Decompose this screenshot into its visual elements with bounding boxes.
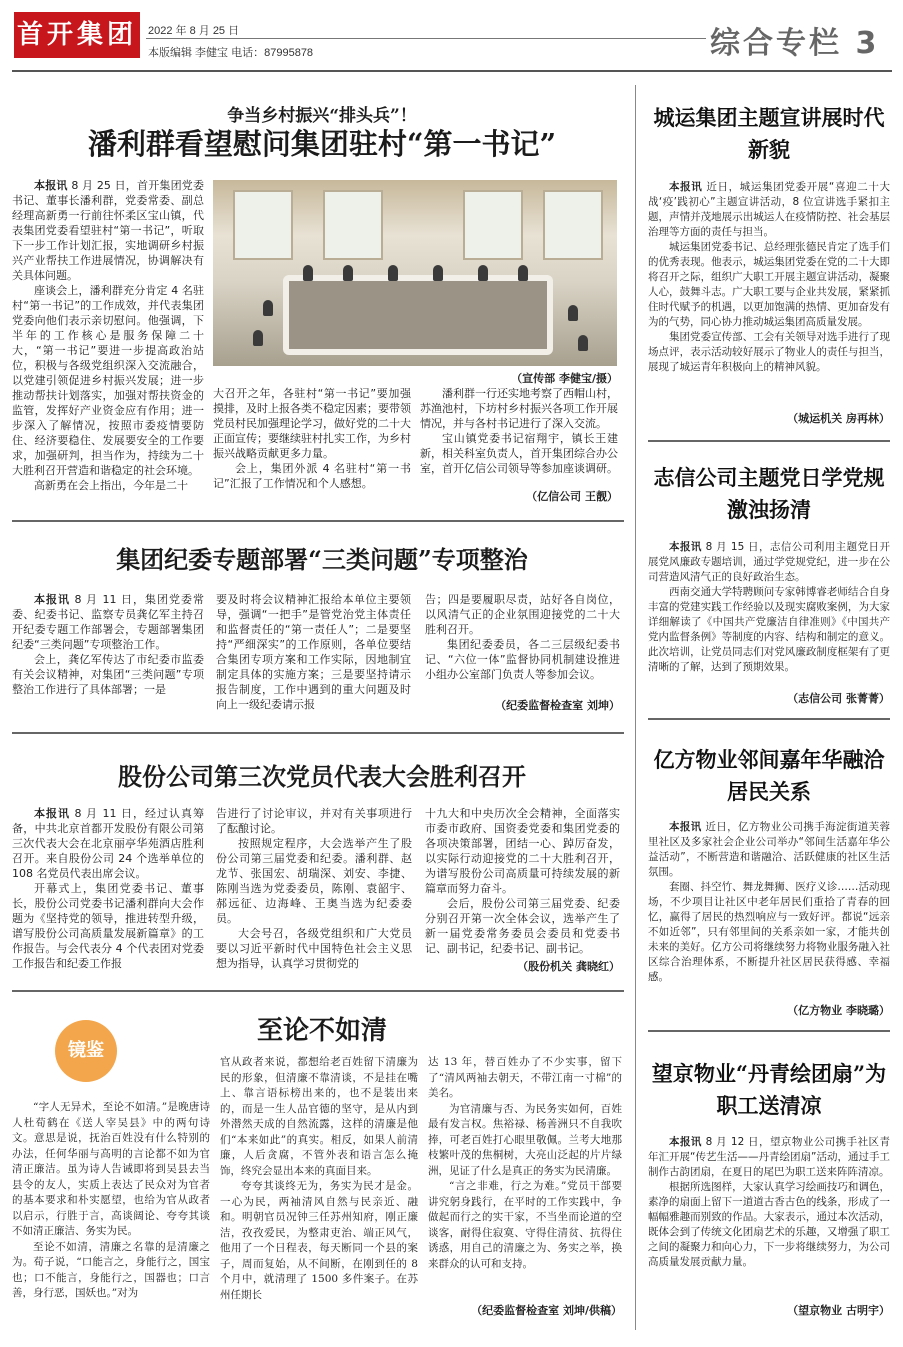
editor-info: 本版编辑 李健宝 电话：87995878 [148,47,314,59]
text: 8 月 25 日，首开集团党委书记、董事长潘利群，党委常委、副总经理高新勇一行前往怀柔区宝山镇，代表集团党委看望驻村“第一书记”，听取下一步工作计划汇报，实地调研乡村振兴产业帮扶工作进展情况，协调解决有关具体问题。 [12,179,204,282]
column-divider [635,85,636,1330]
right-article4-signature: （望京物业 古明宇） [787,1304,890,1317]
article1-title: 潘利群看望慰问集团驻村“第一书记” [87,127,557,161]
section-title: 综合专栏 3 [710,26,880,61]
text: 8 月 12 日，望京物业公司携手社区青年汇开展“传艺生活——丹青绘团扇”活动，通过手工制作古韵团扇，在夏日的尾巴为职工送来阵阵清凉。 [648,1136,891,1178]
paragraph: 城运集团党委书记、总经理张德民肯定了选手们的优秀表现。他表示，城运集团党委在党的二十大即将召开之际，组织广大职工开展主题宣讲活动，凝聚人心，鼓舞斗志。广大职工要与企业共发展，紧紧抓住时代赋予的机遇，以更加饱满的热情、更加奋发有为的气势，同心协力推动城运集团高质量发展。 [648,241,890,328]
lead-tag: 本报讯 [34,593,70,606]
paragraph: 达 13 年，替百姓办了不少实事，留下了“清风两袖去朝天，不带江南一寸棉”的美名。 [428,1056,622,1099]
lead-tag: 本报讯 [34,179,68,192]
right-article4-title: 望京物业“丹青绘团扇”为职工送清凉 [651,1061,887,1118]
article3-col1 [12,806,204,971]
text: 8 月 11 日，经过认真筹备，中共北京首都开发股份有限公司第三次代表大会在北京丽亭华苑酒店胜利召开。来自股份公司 24 个选举单位的 108 名党员代表出席会议。 [12,807,204,880]
paragraph: 告；四是要履职尽责，站好各自岗位，以风清气正的企业氛围迎接党的二十大胜利召开。 [425,593,620,636]
divider [648,1030,890,1032]
paragraph: 十九大和中央历次全会精神，全面落实市委市政府、国资委党委和集团党委的各项决策部署，团结一心、踔厉奋发，以实际行动迎接党的二十大胜利召开，为谱写股份公司高质量可持续发展的新篇章而努力奋斗。 [425,807,620,895]
right-article1-signature: （城运机关 房再林） [787,412,890,425]
paragraph: 套圈、抖空竹、舞龙舞狮、医疗义诊……活动现场，不少项目让社区中老年居民们重拾了青春的回忆，赢得了居民的热烈响应与一致好评。都说“远亲不如近邻”，只有邻里间的关系亲如一家，才能共创未来的美好。亿方公司将继续努力将物业服务融入社区综合治理体系，不断提升社区居民获得感、幸福感。 [648,881,890,983]
divider [12,520,624,522]
article3-col2 [216,806,412,971]
article4-col3 [428,1055,622,1272]
paragraph: 按照规定程序，大会选举产生了股份公司第三届党委和纪委。潘利群、赵龙节、张国宏、胡瑞深、刘安、李捷、陈刚当选为党委委员，陈刚、袁韶宇、郝远征、边海峰、王奥当选为纪委委员。 [216,837,412,925]
divider [12,990,624,992]
article4-signature: （纪委监督检查室 刘坤/供稿） [471,1304,622,1317]
paragraph: 至论不如清，清廉之名靠的是清廉之为。荀子说，“口能言之，身能行之，国宝也；口不能言，身能行之，国器也；口言善，身行恶，国妖也。”对为 [12,1240,210,1299]
article3-col3 [425,806,620,956]
paragraph: 告进行了讨论审议，并对有关事项进行了酝酿讨论。 [216,807,412,835]
top-rule [12,70,892,72]
text: 8 月 11 日，集团党委常委、纪委书记、监察专员龚亿军主持召开纪委专题工作部署会，专题部署集团纪委“三类问题”专项整治工作。 [12,593,204,651]
paragraph: 大召开之年，各驻村“第一书记”要加强摸排，及时上报各类不稳定因素；要带领党员村民加强理论学习，做好党的二十大正面宣传；要继续驻村扎实工作，为乡村振兴战略贡献更多力量。 [213,387,411,460]
column-stamp-badge: 镜鉴 [55,1020,117,1082]
paragraph: “言之非难，行之为难。”党员干部要讲究躬身践行，在平时的工作实践中，争做起而行之的实干家，不当坐而论道的空谈客，耐得住寂寞、守得住清贫、抗得住诱惑，用自己的清廉之为、务实之举，换来群众的认可和支持。 [428,1180,622,1270]
right-article2-body [648,540,890,675]
article2-signature: （纪委监督检查室 刘坤） [495,699,620,712]
article1-signature: （亿信公司 王靓） [526,490,618,503]
photo-caption: （宣传部 李健宝/摄） [511,372,618,385]
article1-kicker: 争当乡村振兴“排头兵”！ [227,106,417,126]
lead-tag: 本报讯 [669,821,702,833]
text: 近日，亿方物业公司携手海淀街道芙蓉里社区及多家社会企业公司举办“邻间生活嘉年华公益活动”，不断营造和谐融洽、活跃健康的社区生活氛围。 [648,821,891,878]
article3-signature: （股份机关 龚晓红） [517,960,620,973]
right-article1-title: 城运集团主题宣讲展时代新貌 [653,105,885,162]
article2-col2 [216,592,411,712]
right-article2-signature: （志信公司 张菁菁） [787,692,890,705]
right-article1-body [648,180,890,375]
paragraph: 会上，集团外派 4 名驻村“第一书记”汇报了工作情况和个人感想。 [213,462,411,490]
paragraph: 宝山镇党委书记宿翔宇，镇长王建新，相关科室负责人，首开集团综合办公室，首开亿信公司领导等参加座谈调研。 [420,432,618,475]
article1-col1 [12,178,204,493]
divider [12,732,624,734]
article2-col1 [12,592,204,697]
paragraph: 为官清廉与否、为民务实如何，百姓最有发言权。焦裕禄、杨善洲只不自我吹捧，可老百姓打心眼里敬佩。兰考大地那枝繁叶茂的焦桐树，大亮山泛起的片片绿洲，见证了什么是真正的务实为民清廉。 [428,1102,622,1177]
right-article3-signature: （亿方物业 李晓璐） [787,1004,890,1017]
newspaper-logo: 首开集团 [14,12,140,58]
paragraph: 大会号召，各级党组织和广大党员要以习近平新时代中国特色社会主义思想为指导，认真学习贯彻党的 [216,927,412,970]
paragraph: 座谈会上，潘利群充分肯定 4 名驻村“第一书记”的工作成效，并代表集团党委向他们表示亲切慰问。他强调，下半年的工作核心是服务保障二十大，“第一书记”要进一步提高政治站位，积极与各级党组织深入交流融合，以党建引领促进乡村振兴发展；进一步推动帮扶计划落实，加强对帮扶资金的监管，发挥好产业资金应有作用；进一步深入了解情况，按照市委疫情要防住、经济要稳住、发展要安全的工作要求，加强研判，担当作为，持续为二十大胜利召开营造和谐稳定的社会环境。 [12,284,204,477]
article1-col3 [420,386,618,476]
article1-col2 [213,386,411,491]
paragraph: 潘利群一行还实地考察了西帽山村，苏渔池村，下坊村乡村振兴各项工作开展情况，并与各村书记进行了深入交流。 [420,387,618,430]
divider [648,718,890,720]
lead-tag: 本报讯 [669,1136,702,1148]
paragraph: 会后，股份公司第三届党委、纪委分别召开第一次全体会议，选举产生了新一届党委常务委员会委员和党委书记、副书记，纪委书记、副书记。 [425,897,620,955]
text: 近日，城运集团党委开展“喜迎二十大 战‘疫’践初心”主题宣讲活动，8 位宣讲选手紧扣主题，声情并茂地展示出城运人在疫情防控、社会基层治理等方面的责任与担当。 [648,181,890,238]
paragraph: 夸夸其谈终无为，务实为民才是金。一心为民，两袖清风自然与民亲近、融和。明朝官员况钟三任苏州知府，刚正廉洁，孜孜爱民，为整肃吏治、端正风气，他用了一个日程表，每天断同一个县的案子，周而复始，从不间断，在刚到任的 8 个月中，就清理了 1500 多件案子。在苏州任期长 [220,1180,418,1301]
right-article2-title: 志信公司主题党日学党规激浊扬清 [653,465,885,522]
article4-col1 [12,1100,210,1302]
lead-tag: 本报讯 [669,541,702,553]
divider [648,440,890,442]
right-article4-body [648,1135,890,1270]
article4-title: 至论不如清 [256,1016,387,1046]
paragraph: 高新勇在会上指出，今年是二十 [34,479,188,492]
right-article3-title: 亿方物业邻间嘉年华融洽居民关系 [653,747,885,804]
paragraph: “字人无异术，至论不如清。”是晚唐诗人杜荀鹤在《送人宰吴县》中的两句诗文。意思是说，抚治百姓没有什么特别的办法，任何华丽与高明的言论都不如为官清正廉洁。虽为诗人告诫即将到吴县去当县令的友人，实质上表达了民众对为官者的基本要求和朴实愿望，也给为官从政者以启示，行胜于言，高谈阔论、夸夸其谈不如清正廉洁、务实为民。 [12,1101,210,1237]
paragraph: 会上，龚亿军传达了市纪委市监委有关会议精神，对集团“三类问题”专项整治工作进行了具体部署；一是 [12,653,204,696]
article2-col3 [425,592,620,682]
lead-tag: 本报讯 [669,181,703,193]
paragraph: 开幕式上，集团党委书记、董事长，股份公司党委书记潘利群向大会作题为《坚持党的领导，推进转型升级，谱写股份公司高质量发展新篇章》的工作报告。与会代表分 4 个代表团对党委工作报告和纪委工作报 [12,882,204,970]
text: 8 月 15 日，志信公司利用主题党日开展党风廉政专题培训，通过学党规党纪，进一步在公司营造风清气正的良好政治生态。 [648,541,891,583]
article3-title: 股份公司第三次党员代表大会胜利召开 [118,762,526,791]
article2-title: 集团纪委专题部署“三类问题”专项整治 [116,545,528,574]
meeting-photo [213,180,617,366]
paragraph: 要及时将会议精神汇报给本单位主要领导，强调“一把手”是管党治党主体责任和监督责任的“第一责任人”；二是要坚持“严细深实”的工作原则，各单位要结合集团专项方案和工作实际，因地制宜制定具体的实施方案；三是要坚持请示报告制度，工作中遇到的重大问题及时向上一级纪委请示报 [216,593,411,711]
right-article3-body [648,820,890,985]
paragraph: 集团纪委委员，各二三层级纪委书记、“六位一体”监督协同机制建设推进小组办公室部门负责人等参加会议。 [425,638,620,681]
issue-date: 2022 年 8 月 25 日 [148,25,240,37]
paragraph: 官从政者来说，都想给老百姓留下清廉为民的形象，但清廉不靠清谈，不是挂在嘴上、靠言语标榜出来的，也不是装出来的，而是一生人品官德的坚守，是从内到外潜然天成的自然流露，这样的清廉是他们“本来如此”的真实。相反，如果人前清廉，人后贪腐，不管外表和语言怎么掩饰，终究会显出本来的真面目来。 [220,1056,418,1177]
article4-col2 [220,1055,418,1303]
paragraph: 集团党委宣传部、工会有关领导对选手进行了现场点评，表示活动较好展示了物业人的责任与担当，展现了城运青年积极向上的精神风貌。 [648,331,890,373]
lead-tag: 本报讯 [34,807,70,820]
header-divider [146,38,706,39]
paragraph: 根据所选图样，大家认真学习绘画技巧和调色，素净的扇面上留下一道道古香古色的线条，形成了一幅幅雅趣而别致的作品。大家表示，通过本次活动，既体会到了传统文化团扇艺术的乐趣，又增强了职工之间的凝聚力和向心力，下一步将继续努力，为公司高质量发展贡献力量。 [648,1181,890,1268]
paragraph: 西南交通大学特聘顾问专家韩博睿老师结合自身丰富的党建实践工作经验以及现实腐败案例，为大家详细解读了《中国共产党廉洁自律准则》《中国共产党内监督条例》等制度的内容、结构和制定的意义。此次培训，让党员同志们对党风廉政制度框架有了更清晰的了解，达到了预期效果。 [648,586,890,673]
